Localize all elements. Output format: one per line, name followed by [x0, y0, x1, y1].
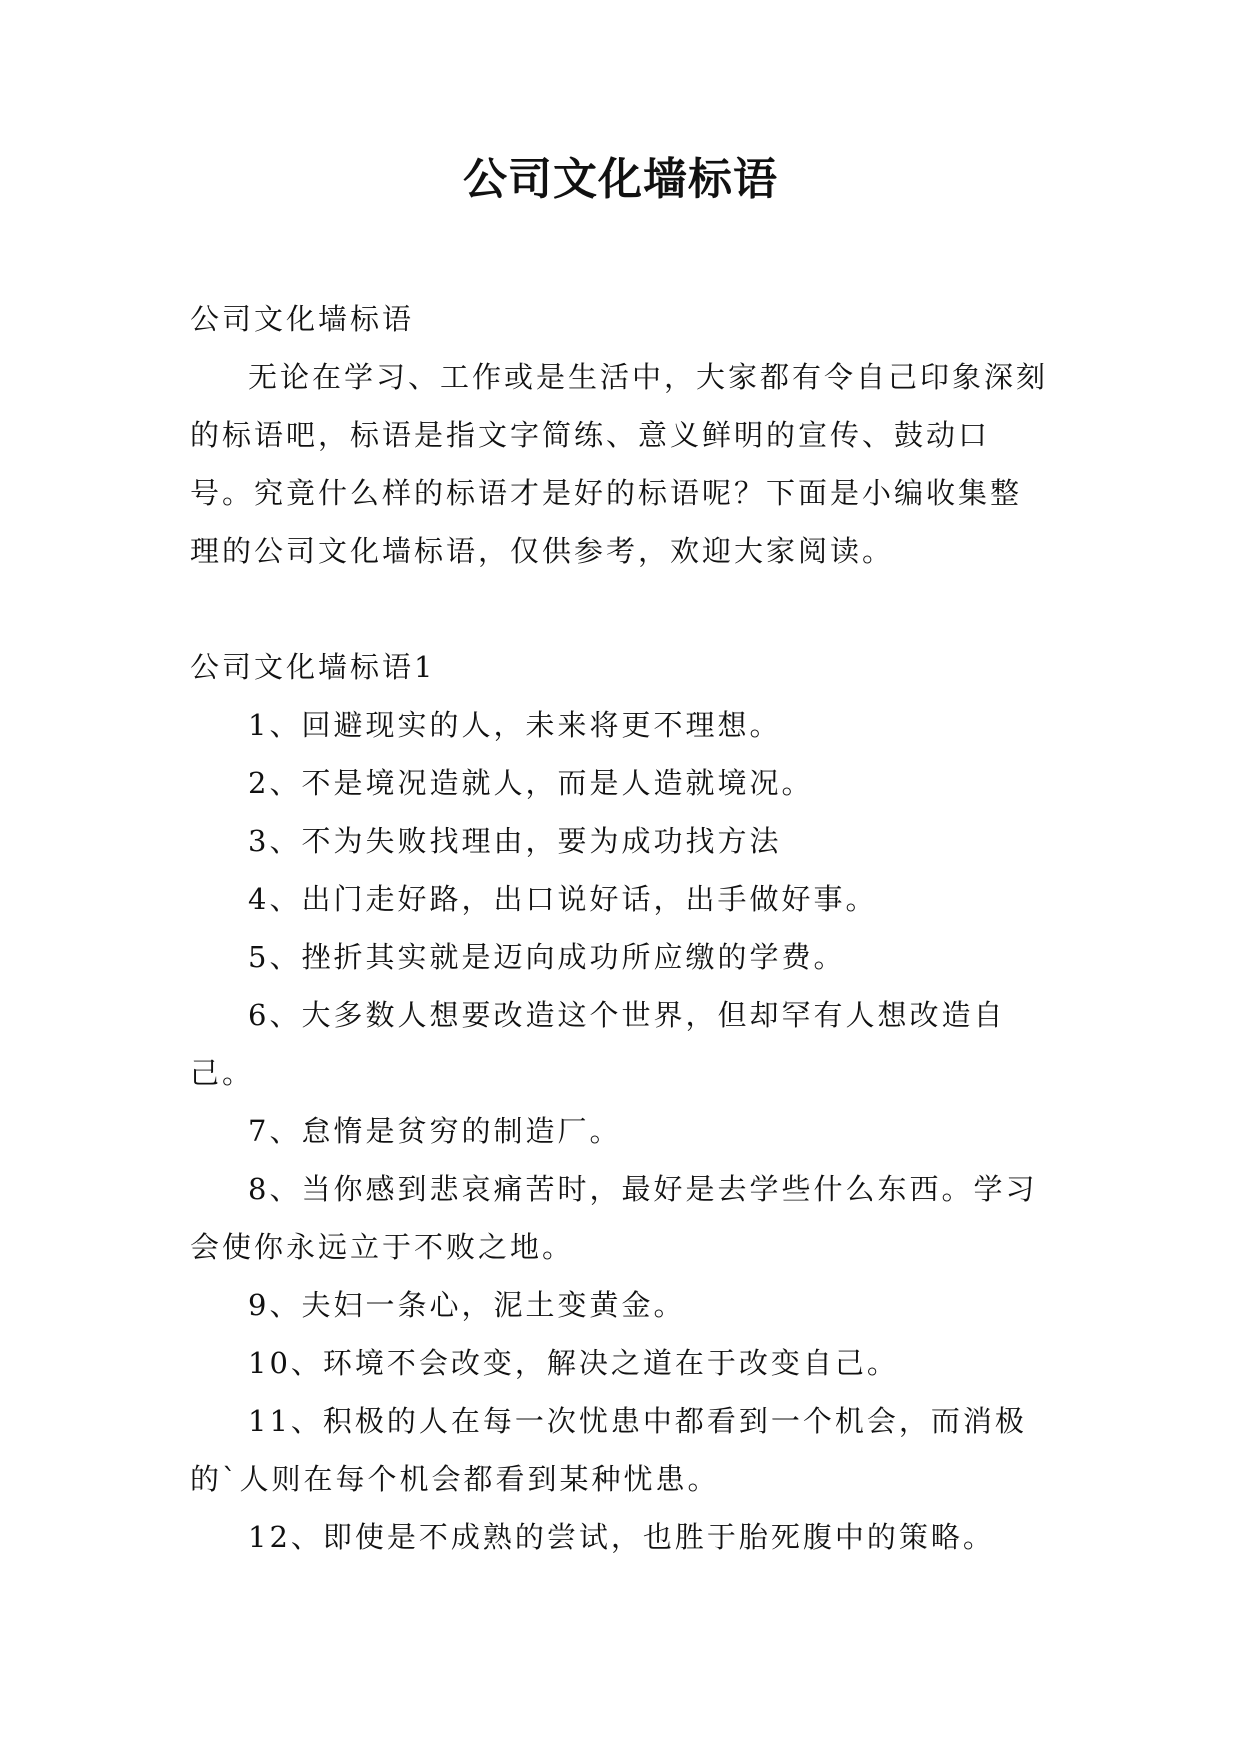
slogan-item-12: 12、即使是不成熟的尝试，也胜于胎死腹中的策略。	[248, 1520, 995, 1554]
slogan-item-7: 7、怠惰是贫穷的制造厂。	[248, 1114, 622, 1148]
document-body	[190, 290, 1048, 1566]
slogan-item-6: 6、大多数人想要改造这个世界，但却罕有人想改造自己。	[190, 998, 1006, 1090]
intro-paragraph: 无论在学习、工作或是生活中，大家都有令自己印象深刻的标语吧，标语是指文字简练、意义鲜明的宣传、鼓动口号。究竟什么样的标语才是好的标语呢？下面是小编收集整理的公司文化墙标语，仅供参考，欢迎大家阅读。	[190, 360, 1049, 568]
document-subtitle: 公司文化墙标语	[190, 302, 415, 336]
slogan-item-3: 3、不为失败找理由，要为成功找方法	[248, 824, 782, 858]
slogan-item-8: 8、当你感到悲哀痛苦时，最好是去学些什么东西。学习会使你永远立于不败之地。	[190, 1172, 1038, 1264]
slogan-item-2: 2、不是境况造就人，而是人造就境况。	[248, 766, 814, 800]
slogan-item-10: 10、环境不会改变，解决之道在于改变自己。	[248, 1346, 899, 1380]
slogan-item-5: 5、挫折其实就是迈向成功所应缴的学费。	[248, 940, 846, 974]
slogan-item-4: 4、出门走好路，出口说好话，出手做好事。	[248, 882, 878, 916]
document-title: 公司文化墙标语	[463, 154, 778, 205]
slogan-item-9: 9、夫妇一条心，泥土变黄金。	[248, 1288, 686, 1322]
section-heading: 公司文化墙标语1	[190, 650, 436, 684]
slogan-item-11: 11、积极的人在每一次忧患中都看到一个机会，而消极的`人则在每个机会都看到某种忧患。	[190, 1404, 1027, 1496]
slogan-list	[190, 696, 1048, 1566]
slogan-item-1: 1、回避现实的人，未来将更不理想。	[248, 708, 782, 742]
